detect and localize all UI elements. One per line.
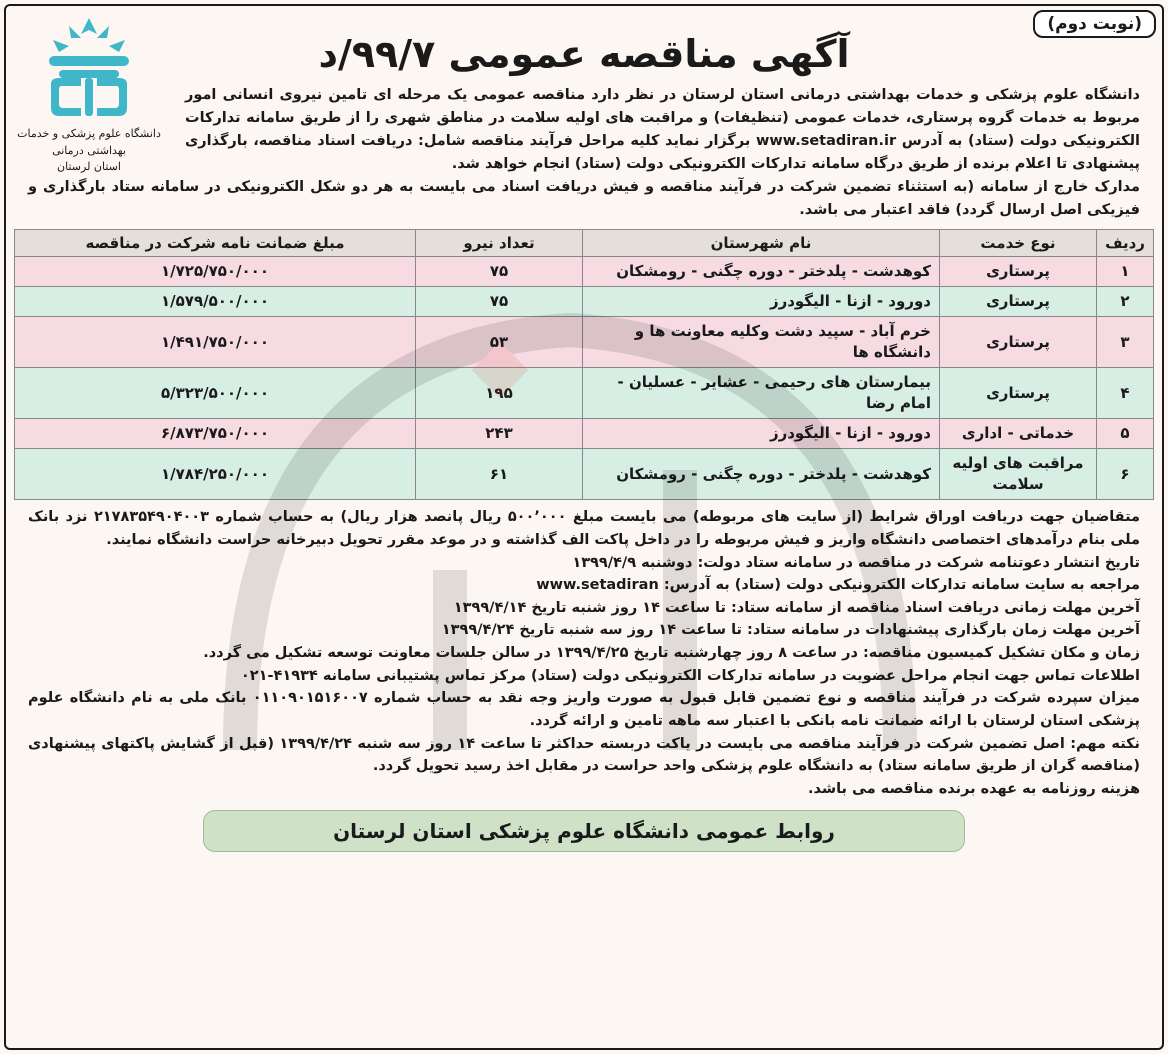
service-type: مراقبت های اولیه سلامت bbox=[940, 449, 1097, 500]
header-row-number: ردیف bbox=[1097, 230, 1154, 257]
setad-website-reference: مراجعه به سایت سامانه تدارکات الکترونیکی دولت (ستاد) به آدرس: www.setadiran bbox=[536, 577, 1140, 594]
payment-instructions: متقاضیان جهت دریافت اوراق شرایط (از سایت های مربوطه) می بایست مبلغ ۵۰۰٬۰۰۰ ریال پانصد هزار ریال) به حساب شماره ۲۱۷۸۳۵۴۹۰۴۰۰۳ نزد بانک ملی بنام درآمدهای اختصاصی دانشگاه واریز و فیش مربوطه را در داخل پاکت الف گذاشته و در موعد مقرر تحویل دبیرخانه حراست دانشگاه نمایند. bbox=[28, 509, 1141, 549]
row-number: ۴ bbox=[1097, 368, 1154, 419]
guarantee-amount: ۱/۴۹۱/۷۵۰/۰۰۰ bbox=[15, 317, 416, 368]
staff-count: ۷۵ bbox=[416, 287, 583, 317]
row-number: ۱ bbox=[1097, 257, 1154, 287]
service-type: پرستاری bbox=[940, 287, 1097, 317]
table-row bbox=[15, 449, 1154, 500]
newspaper-cost-note: هزینه روزنامه به عهده برنده مناقصه می باشد. bbox=[807, 780, 1140, 797]
logo-caption-line1: دانشگاه علوم پزشکی و خدمات بهداشتی درمانی bbox=[17, 127, 161, 157]
table-row bbox=[15, 317, 1154, 368]
important-note: نکته مهم: اصل تضمین شرکت در فرآیند مناقصه می بایست در یاکت دربسته حداکثر تا ساعت ۱۴ روز سه شنبه ۱۳۹۹/۴/۲۴ (قبل از گشایش پاکتهای پیشنهادی (مناقصه گران از طریق سامانه ستاد) به دانشگاه علوم پزشکی واحد حراست در مقابل اخذ رسید تحویل گردد. bbox=[28, 735, 1140, 775]
staff-count: ۲۴۳ bbox=[416, 419, 583, 449]
notice-title: آگهی مناقصه عمومی ۹۹/۷/د bbox=[318, 32, 850, 76]
university-emblem-icon bbox=[29, 12, 149, 122]
staff-count: ۵۳ bbox=[416, 317, 583, 368]
intro-paragraph: دانشگاه علوم پزشکی و خدمات بهداشتی درمانی استان لرستان در نظر دارد مناقصه عمومی یک مرحله ای تامین نیروی انسانی امور مربوط به خدمات گروه پرستاری، خدمات عمومی (تنظیفات) و مراقبت های اولیه سلامت در مناطق شهری را از طریق سامانه تدارکات الکترونیکی دولت (ستاد) به آدرس www.setadiran.ir برگزار نماید کلیه مراحل فرآیند مناقصه شامل: دریافت اسناد مناقصه، بارگذاری پیشنهادی تا اعلام برنده از طریق درگاه سامانه تدارکات الکترونیکی دولت (ستاد) انجام خواهد شد. bbox=[185, 87, 1140, 172]
staff-count: ۷۵ bbox=[416, 257, 583, 287]
round-badge: (نوبت دوم) bbox=[1033, 10, 1156, 38]
support-contact: اطلاعات تماس جهت انجام مراحل عضویت در سامانه تدارکات الکترونیکی دولت (ستاد) مرکز تماس پشتیبانی سامانه ۴۱۹۳۴-۰۲۱ bbox=[240, 667, 1140, 684]
city-names: خرم آباد - سپید دشت وکلیه معاونت ها و دانشگاه ها bbox=[583, 317, 940, 368]
staff-count: ۱۹۵ bbox=[416, 368, 583, 419]
publish-date: تاریخ انتشار دعوتنامه شرکت در مناقصه در سامانه ستاد دولت: دوشنبه ۱۳۹۹/۴/۹ bbox=[572, 554, 1140, 571]
table-header-row bbox=[15, 230, 1154, 257]
guarantee-amount: ۵/۳۲۳/۵۰۰/۰۰۰ bbox=[15, 368, 416, 419]
city-names: کوهدشت - پلدختر - دوره چگنی - رومشکان bbox=[583, 449, 940, 500]
row-number: ۶ bbox=[1097, 449, 1154, 500]
service-type: خدماتی - اداری bbox=[940, 419, 1097, 449]
guarantee-amount: ۶/۸۷۳/۷۵۰/۰۰۰ bbox=[15, 419, 416, 449]
city-names: دورود - ازنا - الیگودرز bbox=[583, 287, 940, 317]
deposit-details: میزان سپرده شرکت در فرآیند مناقصه و نوع تضمین قابل قبول به صورت واریز وجه نقد به حساب شماره ۰۱۱۰۹۰۱۵۱۶۰۰۷ بانک ملی به نام دانشگاه علوم پزشکی استان لرستان با ارائه ضمانت نامه بانکی با اعتبار سه ماهه تامین و ارائه گردد. bbox=[28, 690, 1140, 729]
header-staff-count: تعداد نیرو bbox=[416, 230, 583, 257]
commission-meeting: زمان و مکان تشکیل کمیسیون مناقصه: در ساعت ۸ روز چهارشنبه تاریخ ۱۳۹۹/۴/۲۵ در سالن جلسات معاونت توسعه تشکیل می گردد. bbox=[203, 645, 1140, 662]
row-number: ۵ bbox=[1097, 419, 1154, 449]
public-relations-footer: روابط عمومی دانشگاه علوم پزشکی استان لرستان bbox=[203, 810, 965, 852]
guarantee-amount: ۱/۵۷۹/۵۰۰/۰۰۰ bbox=[15, 287, 416, 317]
table-row bbox=[15, 287, 1154, 317]
row-number: ۲ bbox=[1097, 287, 1154, 317]
header-guarantee-amount: مبلغ ضمانت نامه شرکت در مناقصه bbox=[15, 230, 416, 257]
city-names: بیمارستان های رحیمی - عشایر - عسلیان - امام رضا bbox=[583, 368, 940, 419]
city-names: دورود - ازنا - الیگودرز bbox=[583, 419, 940, 449]
submission-deadline: آخرین مهلت زمان بارگذاری پیشنهادات در سامانه ستاد: تا ساعت ۱۴ روز سه شنبه تاریخ ۱۳۹۹/۴/۲۴ bbox=[441, 622, 1140, 639]
table-row bbox=[15, 368, 1154, 419]
guarantee-amount: ۱/۷۲۵/۷۵۰/۰۰۰ bbox=[15, 257, 416, 287]
staff-count: ۶۱ bbox=[416, 449, 583, 500]
header-service-type: نوع خدمت bbox=[940, 230, 1097, 257]
table-row bbox=[15, 257, 1154, 287]
documents-paragraph: مدارک خارج از سامانه (به استثناء تضمین شرکت در فرآیند مناقصه و فیش دریافت اسناد می بایست به هر دو شکل الکترونیکی در سامانه ستاد بارگذاری و فیزیکی اصل ارسال گردد) فاقد اعتبار می باشد. bbox=[28, 178, 1140, 218]
city-names: کوهدشت - پلدختر - دوره چگنی - رومشکان bbox=[583, 257, 940, 287]
logo-caption-line2: استان لرستان bbox=[57, 160, 121, 173]
guarantee-amount: ۱/۷۸۴/۲۵۰/۰۰۰ bbox=[15, 449, 416, 500]
service-type: پرستاری bbox=[940, 368, 1097, 419]
table-row bbox=[15, 419, 1154, 449]
document-deadline: آخرین مهلت زمانی دریافت اسناد مناقصه از سامانه ستاد: تا ساعت ۱۴ روز شنبه تاریخ ۱۳۹۹/۴/۱۴ bbox=[453, 599, 1140, 616]
header-city: نام شهرستان bbox=[583, 230, 940, 257]
university-logo bbox=[14, 12, 164, 176]
row-number: ۳ bbox=[1097, 317, 1154, 368]
conditions-section bbox=[28, 506, 1140, 800]
service-type: پرستاری bbox=[940, 317, 1097, 368]
tender-table bbox=[14, 229, 1154, 500]
service-type: پرستاری bbox=[940, 257, 1097, 287]
